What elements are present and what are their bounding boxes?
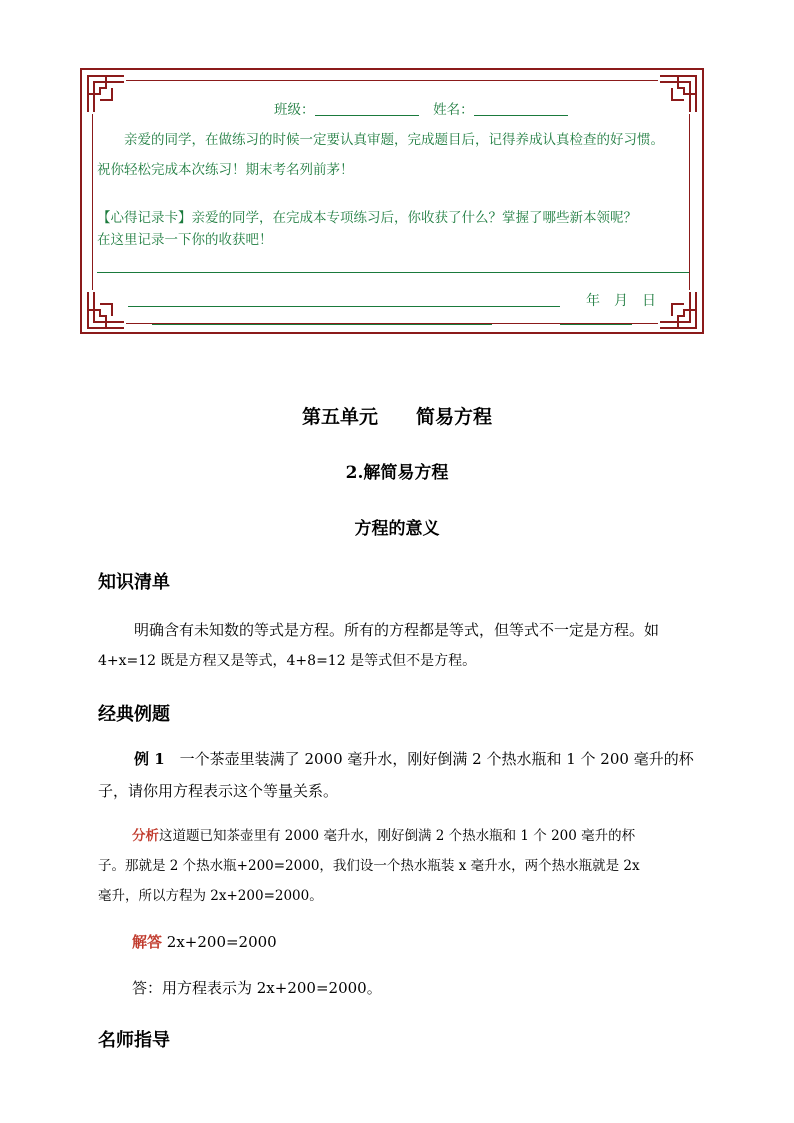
solution-line [132, 927, 277, 957]
analysis-line1 [132, 822, 635, 850]
class-label: 班级： [274, 102, 315, 118]
greeting-text: 亲爱的同学，在做练习的时候一定要认真审题，完成题目后，记得养成认真检查的好习惯。 [124, 132, 664, 148]
name-input-line[interactable] [474, 101, 568, 116]
topic-title: 方程的意义 [354, 519, 440, 539]
record-prompt-line1: 【心得记录卡】亲爱的同学，在完成本专项练习后，你收获了什么？掌握了哪些新本领呢？ [97, 210, 637, 226]
answer-line: 答：用方程表示为 2x+200=2000。 [132, 979, 382, 997]
knowledge-line2: 4+x=12 既是方程又是等式，4+8=12 是等式但不是方程。 [98, 653, 477, 669]
example-label: 例 1 [134, 750, 165, 768]
bottom-line-right [560, 324, 632, 325]
corner-ornament-icon [658, 290, 698, 330]
analysis-text: 这道题已知茶壶里有 2000 毫升水，刚好倒满 2 个热水瓶和 1 个 200 毫升的杯 [159, 828, 636, 844]
teacher-guide-heading: 名师指导 [98, 1030, 170, 1051]
date-label: 年 月 日 [586, 293, 656, 309]
solution-label: 解答 [132, 933, 163, 951]
corner-ornament-icon [86, 290, 126, 330]
class-input-line[interactable] [315, 101, 419, 116]
knowledge-heading: 知识清单 [98, 572, 170, 593]
lesson-title: 2.解简易方程 [345, 463, 449, 483]
example-heading: 经典例题 [98, 704, 170, 725]
solution-text: 2x+200=2000 [162, 933, 277, 951]
class-name-row [274, 98, 568, 118]
record-writing-line[interactable] [128, 306, 560, 307]
unit-title: 第五单元 简易方程 [301, 406, 492, 428]
knowledge-line1: 明确含有未知数的等式是方程。所有的方程都是等式，但等式不一定是方程。如 [134, 621, 660, 639]
bottom-line-left [152, 324, 492, 325]
name-label: 姓名： [433, 102, 474, 118]
example-line2: 子，请你用方程表示这个等量关系。 [98, 782, 339, 800]
analysis-label: 分析 [132, 828, 159, 844]
wish-text: 祝你轻松完成本次练习！期末考名列前茅！ [97, 162, 354, 178]
analysis-line3: 毫升，所以方程为 2x+200=2000。 [98, 888, 323, 904]
corner-ornament-icon [658, 74, 698, 114]
corner-ornament-icon [86, 74, 126, 114]
analysis-line2: 子。那就是 2 个热水瓶+200=2000，我们设一个热水瓶装 x 毫升水，两个热水瓶就是 2x [98, 858, 640, 874]
example-text: 一个茶壶里装满了 2000 毫升水，刚好倒满 2 个热水瓶和 1 个 200 毫升的杯 [164, 750, 694, 768]
record-prompt-line2: 在这里记录一下你的收获吧！ [97, 232, 273, 248]
record-writing-line[interactable] [97, 272, 689, 273]
example-line1 [134, 744, 694, 774]
